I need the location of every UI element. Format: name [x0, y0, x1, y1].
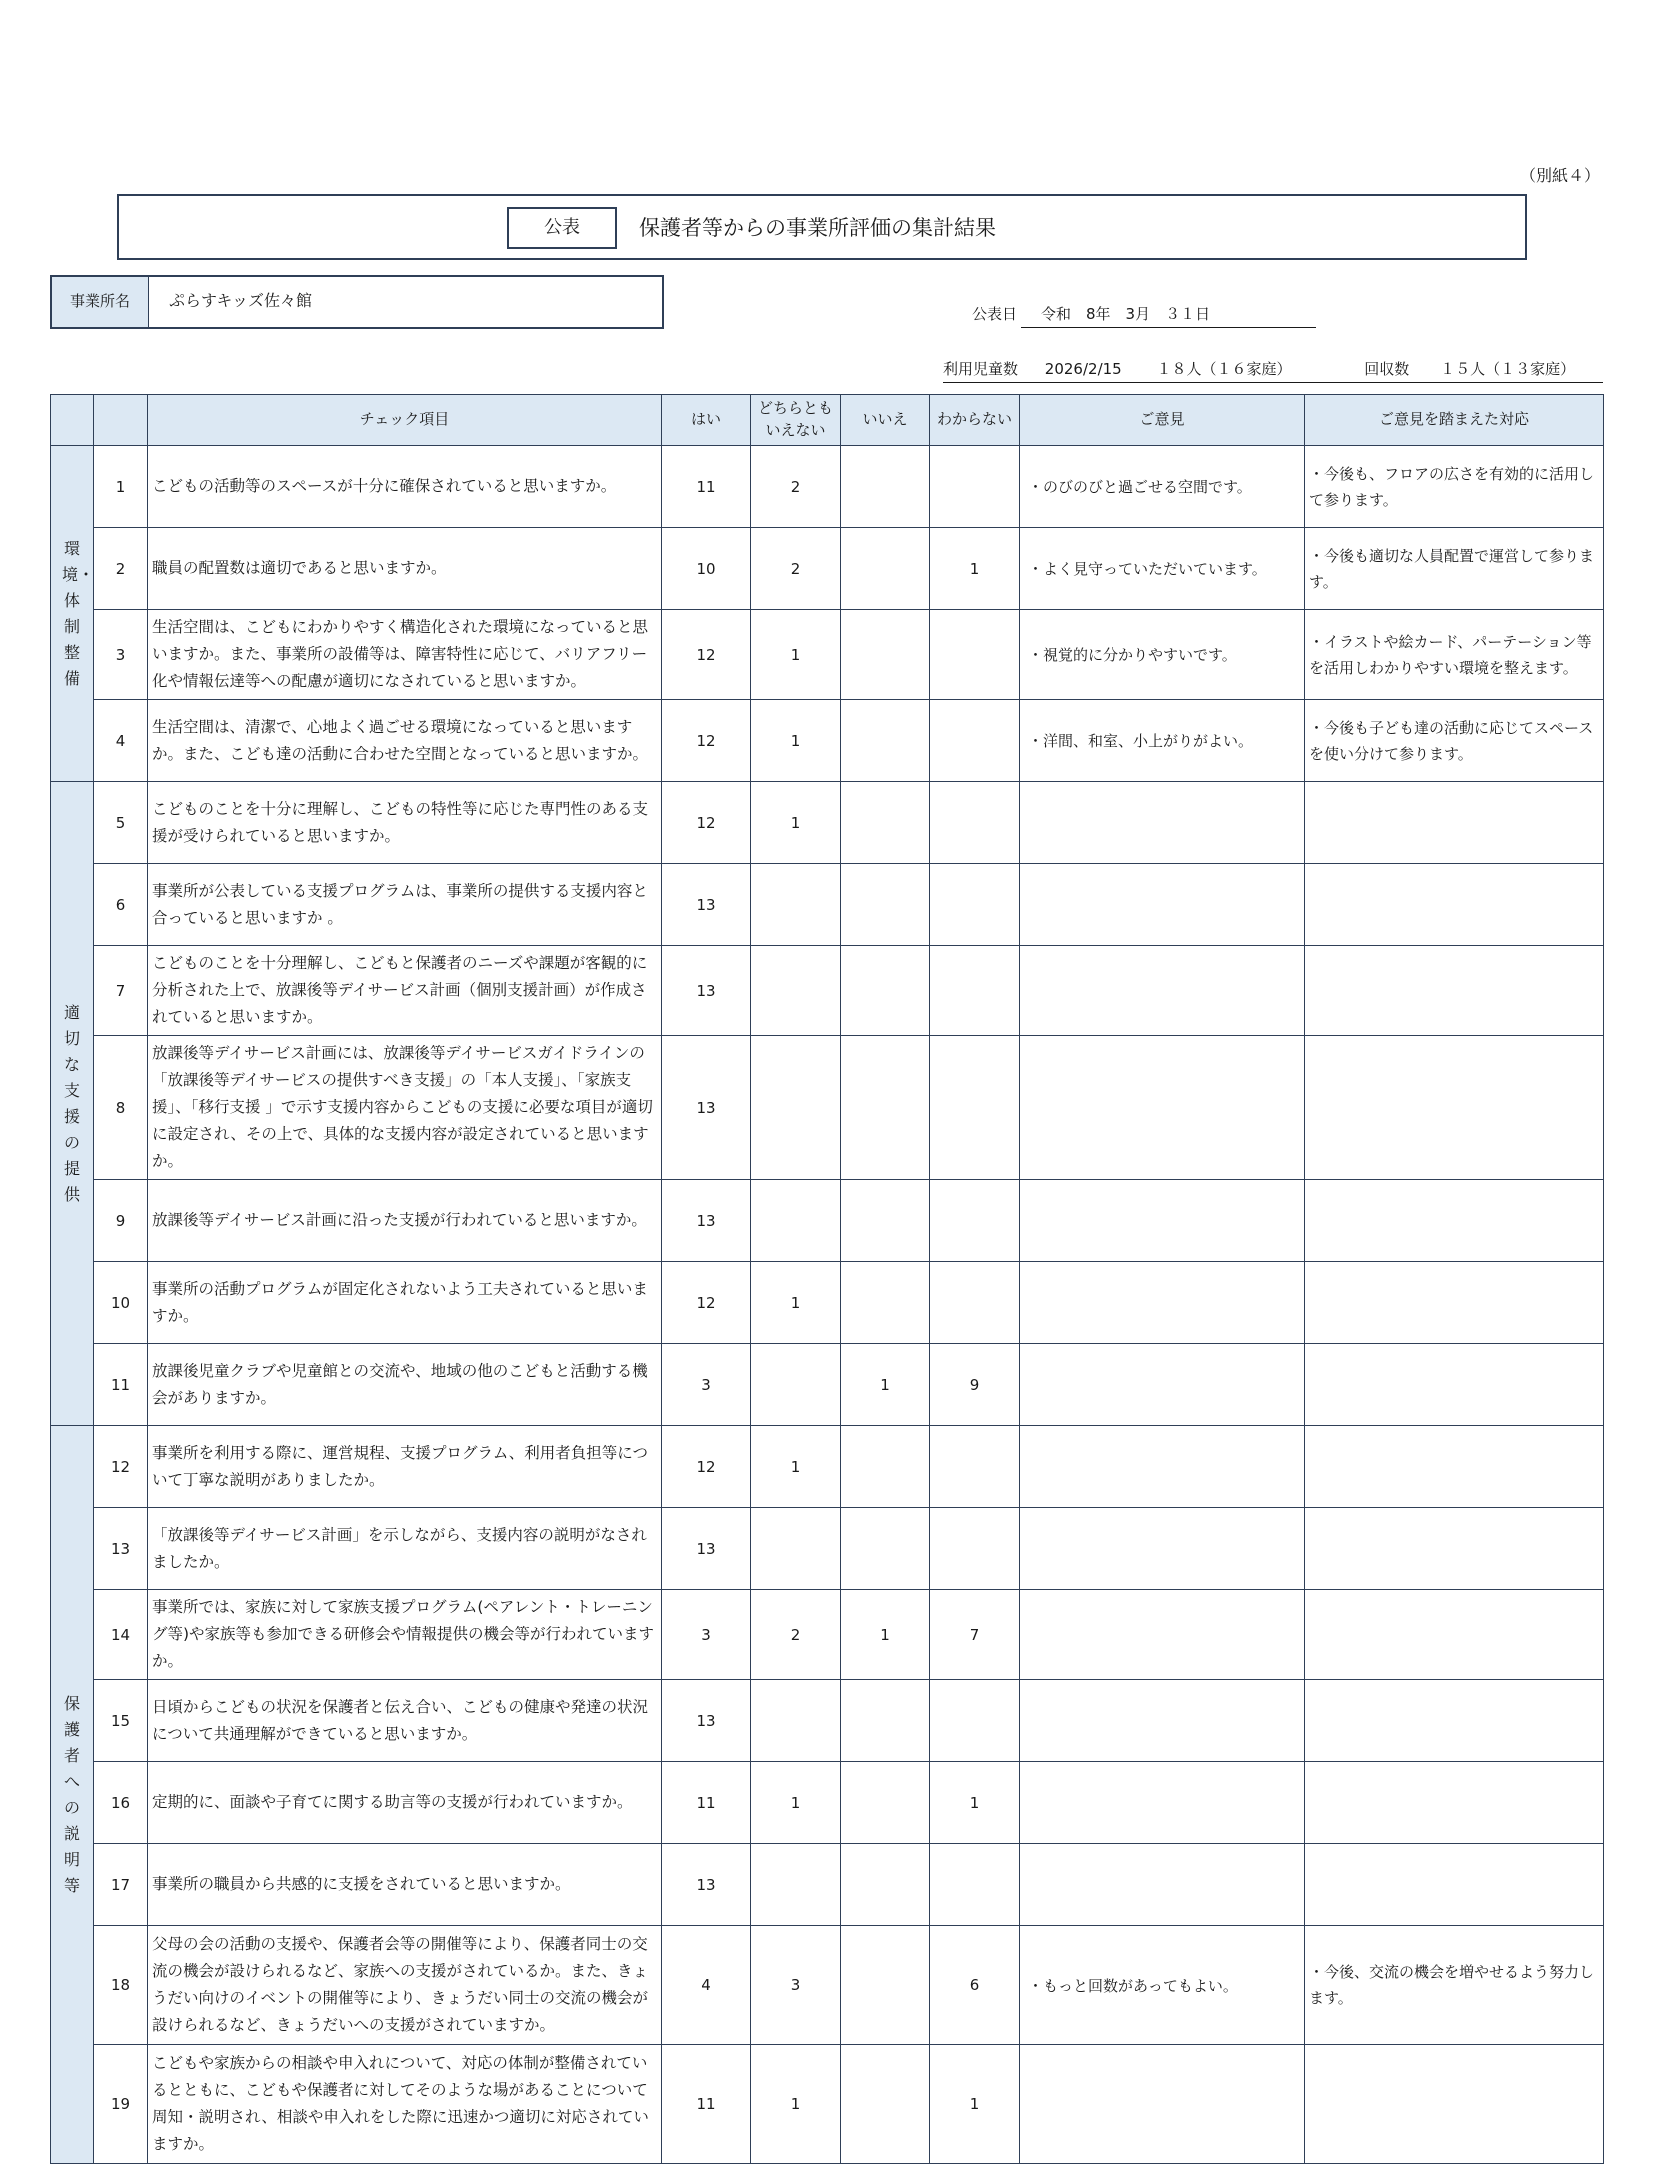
- count-neither: 2: [751, 1590, 841, 1680]
- office-label: 事業所名: [52, 277, 149, 327]
- opinion: [1020, 1590, 1305, 1680]
- count-neither: 2: [751, 528, 841, 610]
- response: [1305, 1426, 1604, 1508]
- count-no: [841, 700, 930, 782]
- count-neither: 1: [751, 2045, 841, 2164]
- count-unknown: [930, 782, 1020, 864]
- count-unknown: [930, 864, 1020, 946]
- count-no: [841, 1262, 930, 1344]
- count-no: [841, 1180, 930, 1262]
- count-no: [841, 528, 930, 610]
- check-item: 生活空間は、清潔で、心地よく過ごせる環境になっていると思いますか。また、こども達の活動に合わせた空間となっていると思いますか。: [148, 700, 662, 782]
- category-label: 適切な支援の提供: [63, 1002, 80, 1204]
- count-no: [841, 1844, 930, 1926]
- count-neither: 1: [751, 700, 841, 782]
- header-response: ご意見を踏まえた対応: [1305, 395, 1604, 446]
- table-row: [51, 1762, 1604, 1844]
- check-item: 放課後等デイサービス計画に沿った支援が行われていると思いますか。: [148, 1180, 662, 1262]
- count-unknown: 6: [930, 1926, 1020, 2045]
- count-unknown: 1: [930, 2045, 1020, 2164]
- response: [1305, 2045, 1604, 2164]
- publication-date-label: 公表日: [972, 305, 1018, 323]
- category-cell: [51, 446, 94, 782]
- count-yes: 12: [662, 1426, 751, 1508]
- count-neither: [751, 1508, 841, 1590]
- response: [1305, 1844, 1604, 1926]
- row-number: 10: [94, 1262, 148, 1344]
- opinion: [1020, 864, 1305, 946]
- table-row: [51, 782, 1604, 864]
- attachment-label: （別紙４）: [1520, 166, 1601, 185]
- row-number: 6: [94, 864, 148, 946]
- table-row: [51, 1508, 1604, 1590]
- opinion: [1020, 946, 1305, 1036]
- category-cell: [51, 1426, 94, 2164]
- check-item: 事業所が公表している支援プログラムは、事業所の提供する支援内容と合っていると思いますか 。: [148, 864, 662, 946]
- count-yes: 13: [662, 1844, 751, 1926]
- table-row: [51, 1344, 1604, 1426]
- row-number: 14: [94, 1590, 148, 1680]
- row-number: 11: [94, 1344, 148, 1426]
- count-unknown: [930, 1180, 1020, 1262]
- count-unknown: 7: [930, 1590, 1020, 1680]
- table-row: [51, 1036, 1604, 1180]
- opinion: [1020, 2045, 1305, 2164]
- collected-count: １５人（１３家庭）: [1440, 360, 1576, 378]
- row-number: 1: [94, 446, 148, 528]
- count-yes: 13: [662, 864, 751, 946]
- collected-label: 回収数: [1364, 360, 1410, 378]
- count-neither: [751, 864, 841, 946]
- check-item: 定期的に、面談や子育てに関する助言等の支援が行われていますか。: [148, 1762, 662, 1844]
- count-no: [841, 1426, 930, 1508]
- count-neither: [751, 1680, 841, 1762]
- row-number: 16: [94, 1762, 148, 1844]
- count-yes: 11: [662, 446, 751, 528]
- count-yes: 11: [662, 1762, 751, 1844]
- category-label: 保護者への説明等: [63, 1693, 80, 1895]
- count-yes: 12: [662, 782, 751, 864]
- table-row: [51, 1926, 1604, 2045]
- count-yes: 13: [662, 1036, 751, 1180]
- header-yes: はい: [662, 395, 751, 446]
- count-no: [841, 946, 930, 1036]
- count-neither: 1: [751, 1762, 841, 1844]
- count-neither: [751, 1180, 841, 1262]
- count-unknown: [930, 1036, 1020, 1180]
- header-no: いいえ: [841, 395, 930, 446]
- count-neither: 3: [751, 1926, 841, 2045]
- count-no: [841, 446, 930, 528]
- count-yes: 12: [662, 700, 751, 782]
- count-no: [841, 1508, 930, 1590]
- response: ・今後も、フロアの広さを有効的に活用して参ります。: [1305, 446, 1604, 528]
- usage-label: 利用児童数: [943, 360, 1019, 378]
- row-number: 9: [94, 1180, 148, 1262]
- count-no: [841, 1926, 930, 2045]
- count-yes: 13: [662, 1180, 751, 1262]
- count-unknown: [930, 946, 1020, 1036]
- count-unknown: 9: [930, 1344, 1020, 1426]
- header-neither-line1: どちらとも: [757, 399, 833, 418]
- office-box: [50, 275, 664, 329]
- check-item: こどもや家族からの相談や申入れについて、対応の体制が整備されているとともに、こどもや保護者に対してそのような場があることについて周知・説明され、相談や申入れをした際に迅速かつ適切に対応されていますか。: [148, 2045, 662, 2164]
- count-yes: 12: [662, 610, 751, 700]
- row-number: 8: [94, 1036, 148, 1180]
- row-number: 4: [94, 700, 148, 782]
- usage-line: [943, 358, 1603, 383]
- count-yes: 13: [662, 946, 751, 1036]
- count-yes: 11: [662, 2045, 751, 2164]
- count-neither: 2: [751, 446, 841, 528]
- row-number: 17: [94, 1844, 148, 1926]
- count-no: [841, 1762, 930, 1844]
- response: [1305, 1590, 1604, 1680]
- table-row: [51, 610, 1604, 700]
- count-neither: 1: [751, 1426, 841, 1508]
- count-neither: 1: [751, 1262, 841, 1344]
- row-number: 12: [94, 1426, 148, 1508]
- opinion: ・視覚的に分かりやすいです。: [1020, 610, 1305, 700]
- check-item: こどものことを十分に理解し、こどもの特性等に応じた専門性のある支援が受けられていると思いますか。: [148, 782, 662, 864]
- opinion: [1020, 1262, 1305, 1344]
- response: ・今後、交流の機会を増やせるよう努力します。: [1305, 1926, 1604, 2045]
- response: ・今後も子ども達の活動に応じてスペースを使い分けて参ります。: [1305, 700, 1604, 782]
- table-row: [51, 2045, 1604, 2164]
- response: [1305, 946, 1604, 1036]
- row-number: 3: [94, 610, 148, 700]
- count-unknown: [930, 1262, 1020, 1344]
- publication-tag: 公表: [507, 207, 617, 249]
- count-neither: [751, 1844, 841, 1926]
- count-no: 1: [841, 1590, 930, 1680]
- count-unknown: [930, 610, 1020, 700]
- count-yes: 12: [662, 1262, 751, 1344]
- count-yes: 13: [662, 1680, 751, 1762]
- category-label: 環境・体制整備: [62, 538, 95, 688]
- check-item: こどものことを十分理解し、こどもと保護者のニーズや課題が客観的に分析された上で、放課後等デイサービス計画（個別支援計画）が作成されていると思いますか。: [148, 946, 662, 1036]
- response: ・イラストや絵カード、パーテーション等を活用しわかりやすい環境を整えます。: [1305, 610, 1604, 700]
- publication-date: [972, 303, 1316, 328]
- check-item: 事業所を利用する際に、運営規程、支援プログラム、利用者負担等について丁寧な説明がありましたか。: [148, 1426, 662, 1508]
- header-item: チェック項目: [148, 395, 662, 446]
- count-no: [841, 2045, 930, 2164]
- row-number: 19: [94, 2045, 148, 2164]
- count-neither: 1: [751, 782, 841, 864]
- category-cell: [51, 782, 94, 1426]
- opinion: [1020, 1844, 1305, 1926]
- count-yes: 4: [662, 1926, 751, 2045]
- check-item: 放課後等デイサービス計画には、放課後等デイサービスガイドラインの「放課後等デイサービスの提供すべき支援」の「本人支援」、「家族支援」、「移行支援 」で示す支援内容からこどもの支援に必要な項目が適切に設定され、その上で、具体的な支援内容が設定されていると思いますか。: [148, 1036, 662, 1180]
- count-unknown: [930, 700, 1020, 782]
- header-neither-line2: いえない: [765, 421, 826, 439]
- table-row: [51, 1590, 1604, 1680]
- title-box: [117, 194, 1527, 260]
- check-item: 「放課後等デイサービス計画」を示しながら、支援内容の説明がなされましたか。: [148, 1508, 662, 1590]
- check-item: 生活空間は、こどもにわかりやすく構造化された環境になっていると思いますか。また、事業所の設備等は、障害特性に応じて、バリアフリー化や情報伝達等への配慮が適切になされていると思いますか。: [148, 610, 662, 700]
- count-yes: 13: [662, 1508, 751, 1590]
- check-item: 放課後児童クラブや児童館との交流や、地域の他のこどもと活動する機会がありますか。: [148, 1344, 662, 1426]
- page-title: 保護者等からの事業所評価の集計結果: [639, 216, 996, 240]
- table-row: [51, 528, 1604, 610]
- count-unknown: [930, 1508, 1020, 1590]
- opinion: [1020, 1180, 1305, 1262]
- count-neither: 1: [751, 610, 841, 700]
- opinion: [1020, 1680, 1305, 1762]
- opinion: [1020, 1344, 1305, 1426]
- usage-date: 2026/2/15: [1044, 360, 1122, 378]
- count-no: [841, 782, 930, 864]
- check-item: 事業所では、家族に対して家族支援プログラム(ペアレント・トレーニング等)や家族等も参加できる研修会や情報提供の機会等が行われていますか。: [148, 1590, 662, 1680]
- response: [1305, 864, 1604, 946]
- response: [1305, 1036, 1604, 1180]
- table-row: [51, 946, 1604, 1036]
- response: [1305, 1680, 1604, 1762]
- table-row: [51, 446, 1604, 528]
- office-name: ぷらすキッズ佐々館: [169, 291, 313, 310]
- check-item: 日頃からこどもの状況を保護者と伝え合い、こどもの健康や発達の状況について共通理解ができていると思いますか。: [148, 1680, 662, 1762]
- header-category: [51, 395, 94, 446]
- header-row: [51, 395, 1604, 446]
- opinion: [1020, 1762, 1305, 1844]
- opinion: [1020, 782, 1305, 864]
- row-number: 5: [94, 782, 148, 864]
- count-unknown: 1: [930, 528, 1020, 610]
- count-yes: 3: [662, 1344, 751, 1426]
- count-unknown: [930, 1680, 1020, 1762]
- opinion: [1020, 1508, 1305, 1590]
- response: [1305, 1180, 1604, 1262]
- response: [1305, 1344, 1604, 1426]
- row-number: 2: [94, 528, 148, 610]
- response: ・今後も適切な人員配置で運営して参ります。: [1305, 528, 1604, 610]
- count-neither: [751, 1344, 841, 1426]
- count-no: [841, 1680, 930, 1762]
- opinion: [1020, 1426, 1305, 1508]
- response: [1305, 1262, 1604, 1344]
- count-unknown: 1: [930, 1762, 1020, 1844]
- opinion: ・もっと回数があってもよい。: [1020, 1926, 1305, 2045]
- count-no: 1: [841, 1344, 930, 1426]
- opinion: ・のびのびと過ごせる空間です。: [1020, 446, 1305, 528]
- count-yes: 10: [662, 528, 751, 610]
- table-row: [51, 1680, 1604, 1762]
- table-row: [51, 1180, 1604, 1262]
- table-body: [51, 446, 1604, 2164]
- table-row: [51, 700, 1604, 782]
- row-number: 7: [94, 946, 148, 1036]
- header-neither: [751, 395, 841, 446]
- check-item: 事業所の活動プログラムが固定化されないよう工夫されていると思いますか。: [148, 1262, 662, 1344]
- check-item: こどもの活動等のスペースが十分に確保されていると思いますか。: [148, 446, 662, 528]
- opinion: [1020, 1036, 1305, 1180]
- table-row: [51, 864, 1604, 946]
- count-unknown: [930, 1844, 1020, 1926]
- header-unknown: わからない: [930, 395, 1020, 446]
- check-item: 父母の会の活動の支援や、保護者会等の開催等により、保護者同士の交流の機会が設けられるなど、家族への支援がされているか。また、きょうだい向けのイベントの開催等により、きょうだい同士の交流の機会が設けられるなど、きょうだいへの支援がされていますか。: [148, 1926, 662, 2045]
- row-number: 18: [94, 1926, 148, 2045]
- opinion: ・洋間、和室、小上がりがよい。: [1020, 700, 1305, 782]
- table-row: [51, 1844, 1604, 1926]
- count-yes: 3: [662, 1590, 751, 1680]
- count-neither: [751, 1036, 841, 1180]
- usage-children: １８人（１６家庭）: [1156, 360, 1292, 378]
- count-neither: [751, 946, 841, 1036]
- response: [1305, 782, 1604, 864]
- header-opinion: ご意見: [1020, 395, 1305, 446]
- count-no: [841, 864, 930, 946]
- check-item: 職員の配置数は適切であると思いますか。: [148, 528, 662, 610]
- publication-date-value: 令和 8年 3月 ３１日: [1021, 303, 1316, 328]
- response: [1305, 1508, 1604, 1590]
- count-unknown: [930, 446, 1020, 528]
- count-unknown: [930, 1426, 1020, 1508]
- evaluation-table: [50, 394, 1604, 2164]
- table-row: [51, 1426, 1604, 1508]
- response: [1305, 1762, 1604, 1844]
- check-item: 事業所の職員から共感的に支援をされていると思いますか。: [148, 1844, 662, 1926]
- row-number: 15: [94, 1680, 148, 1762]
- count-no: [841, 1036, 930, 1180]
- row-number: 13: [94, 1508, 148, 1590]
- table-row: [51, 1262, 1604, 1344]
- opinion: ・よく見守っていただいています。: [1020, 528, 1305, 610]
- header-number: [94, 395, 148, 446]
- count-no: [841, 610, 930, 700]
